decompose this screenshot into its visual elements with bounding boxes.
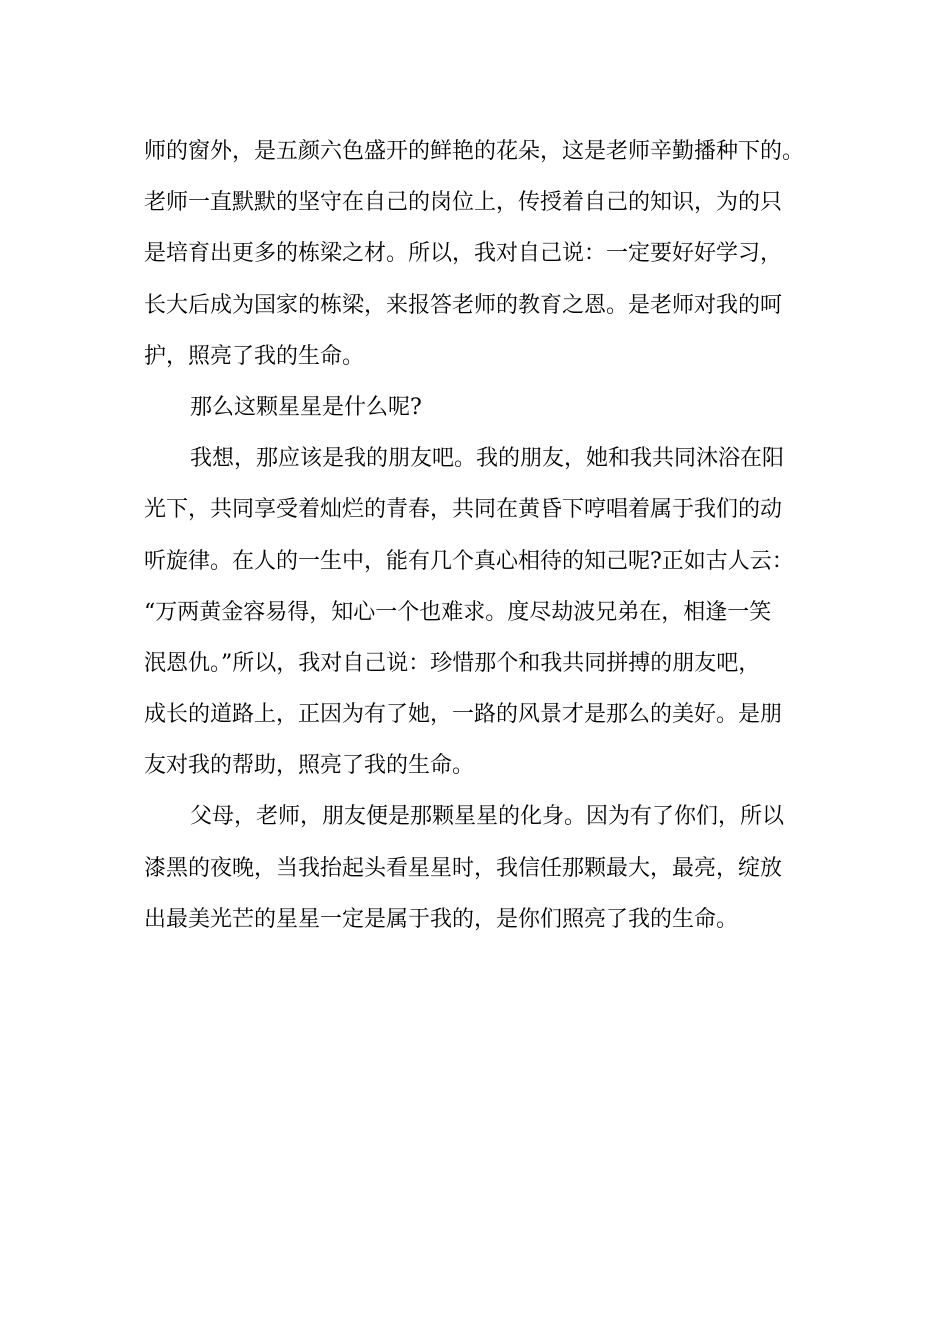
text-line: 出最美光芒的星星一定是属于我的，是你们照亮了我的生命。 (144, 906, 739, 932)
text-line: “万两黄金容易得，知心一个也难求。度尽劫波兄弟在，相逢一笑 (144, 599, 772, 625)
text-line: 光下，共同享受着灿烂的青春，共同在黄昏下哼唱着属于我们的动 (144, 497, 783, 523)
text-line: 成长的道路上，正因为有了她，一路的风景才是那么的美好。是朋 (144, 702, 783, 728)
text-line: 是培育出更多的栋梁之材。所以，我对自己说：一定要好好学习， (144, 241, 783, 267)
text-line: 友对我的帮助，照亮了我的生命。 (144, 753, 475, 779)
text-line: 老师一直默默的坚守在自己的岗位上，传授着自己的知识，为的只 (144, 190, 783, 216)
text-line: 听旋律。在人的一生中，能有几个真心相待的知己呢?正如古人云： (144, 548, 794, 574)
text-line: 师的窗外，是五颜六色盛开的鲜艳的花朵，这是老师辛勤播种下的。 (144, 139, 805, 164)
paragraph-first-line: 父母，老师，朋友便是那颗星星的化身。因为有了你们，所以 (190, 804, 785, 830)
text-line: 护，照亮了我的生命。 (144, 343, 365, 369)
text-line: 泯恩仇。”所以，我对自己说：珍惜那个和我共同拼搏的朋友吧， (144, 650, 761, 676)
essay-body (144, 126, 824, 945)
text-line: 漆黑的夜晚，当我抬起头看星星时，我信任那颗最大，最亮，绽放 (144, 855, 783, 881)
text-line: 长大后成为国家的栋梁，来报答老师的教育之恩。是老师对我的呵 (144, 292, 783, 318)
paragraph-first-line: 我想，那应该是我的朋友吧。我的朋友，她和我共同沐浴在阳 (190, 446, 785, 472)
paragraph-first-line: 那么这颗星星是什么呢? (190, 394, 422, 420)
